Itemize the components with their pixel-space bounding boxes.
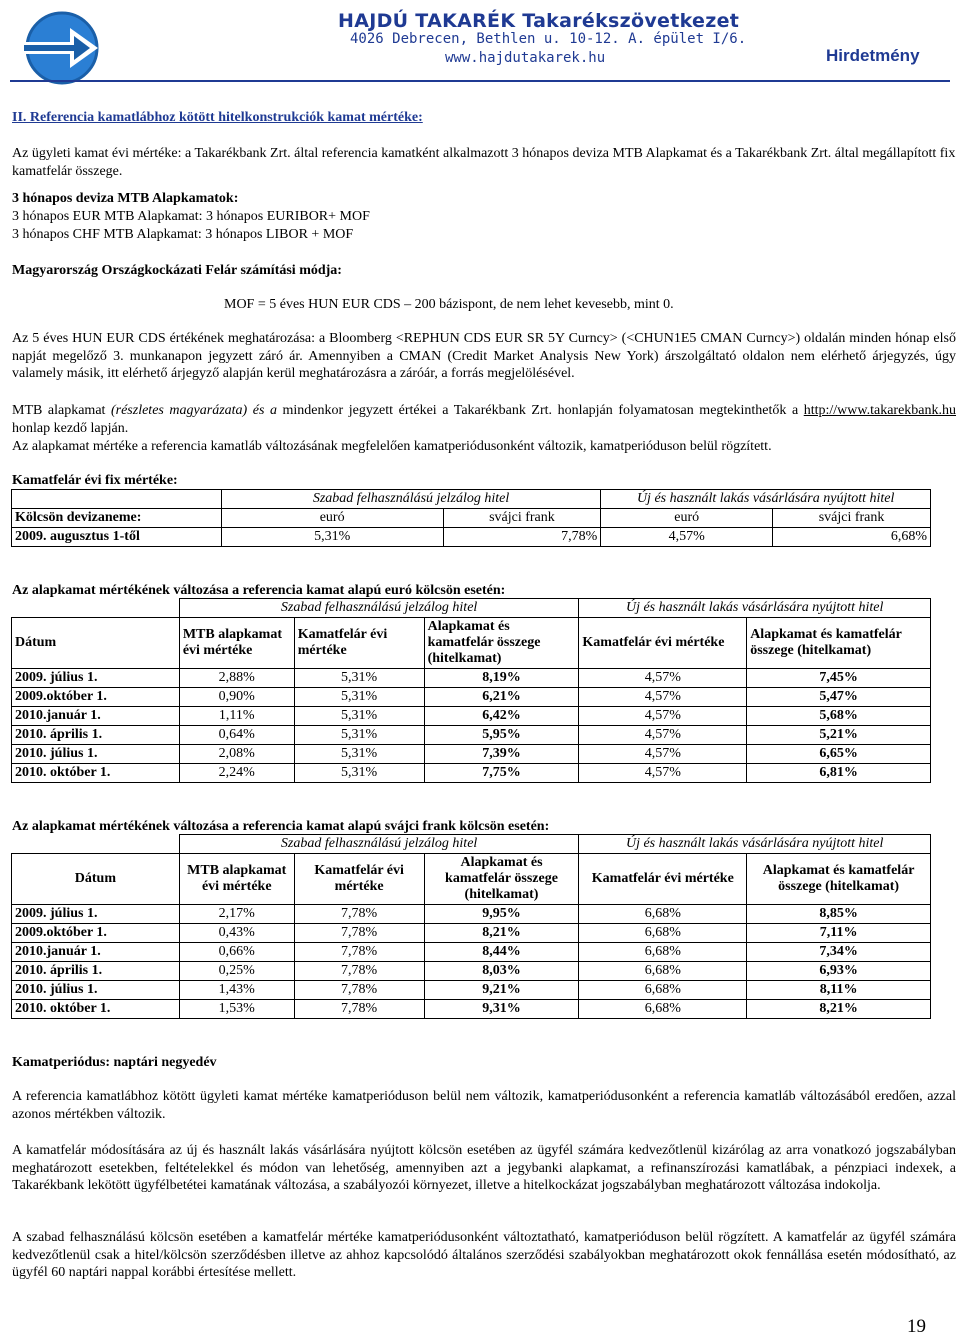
rate-cell: 5,31% — [294, 688, 424, 707]
date-cell: 2009.október 1. — [12, 924, 180, 943]
rate-cell: 5,31% — [294, 764, 424, 783]
table-row — [12, 669, 931, 688]
rate-cell: 0,66% — [179, 943, 294, 962]
date-cell: 2009.október 1. — [12, 688, 180, 707]
rate-cell: 0,64% — [179, 726, 294, 745]
rate-cell: 8,85% — [747, 905, 931, 924]
table-cell — [12, 835, 180, 854]
rate-cell: 5,31% — [294, 726, 424, 745]
group-header-housing: Új és használt lakás vásárlására nyújtott hitel — [579, 835, 931, 854]
page-header — [0, 0, 960, 90]
closing-paragraph-3: A szabad felhasználású kölcsön esetében a kamatfelár mértéke kamatperiódusonként változtatható, kamatperióduson belül rögzített. A kamatfelár az ügyfél számára kedvezőtlenül csak a hitel/kölcsön szerződésben illetve az ahhoz kapcsolódó általános szerződési szabályokban meghatározott okok fennállása esetén módosítható, az ügyfél 60 naptári nappal korábbi értesítése mellett. — [12, 1230, 956, 1280]
rate-cell: 8,44% — [424, 943, 579, 962]
rate-cell: 5,31% — [294, 669, 424, 688]
closing-paragraph-2: A kamatfelár módosítására az új és használt lakás vásárlására nyújtott kölcsön esetében az ügyfél számára kedvezőtlenül kizárólag az arra vonatkozó jogszabályban meghatározott esetekben, feltételekkel és módon van lehetőség, amennyiben azt a jegybanki alapkamat, a refinanszírozási kamatlábak, a pénzpiaci indexek, a Takarékbank lekötött ügyfélbetétei kamatának változása, a szabályozói környezet, illetve a hitelkockázat jogszabályban meghatározott változása indokolja. — [12, 1143, 956, 1193]
rate-cell: 5,47% — [747, 688, 931, 707]
mtb-chf-line: 3 hónapos CHF MTB Alapkamat: 3 hónapos LIBOR + MOF — [12, 227, 354, 242]
mtb-info-b: (részletes magyarázata) és a — [110, 403, 277, 418]
table-cell: svájci frank — [443, 509, 601, 528]
rate-cell: 7,78% — [294, 962, 424, 981]
rate-cell: 7,34% — [747, 943, 931, 962]
mtb-info-d: honlap kezdő lapján. — [12, 420, 129, 436]
table-cell: svájci frank — [773, 509, 931, 528]
rate-cell: 4,57% — [579, 707, 747, 726]
rate-cell: 0,25% — [179, 962, 294, 981]
rate-cell: 0,43% — [179, 924, 294, 943]
chf-rate-table — [11, 834, 931, 1019]
col-header-margin: Kamatfelár évi mértéke — [579, 854, 747, 905]
takarekbank-link[interactable]: http://www.takarekbank.hu — [803, 403, 957, 418]
table-row — [12, 854, 931, 905]
rate-cell: 9,21% — [424, 981, 579, 1000]
group-header-housing: Új és használt lakás vásárlására nyújtott hitel — [579, 599, 931, 618]
rate-cell: 5,21% — [747, 726, 931, 745]
table-row — [12, 981, 931, 1000]
rate-cell: 4,57% — [579, 669, 747, 688]
eur-table-heading: Az alapkamat mértékének változása a referencia kamat alapú euró kölcsön esetén: — [12, 583, 506, 598]
col-header-total: Alapkamat és kamatfelár összege (hitelkamat) — [424, 854, 579, 905]
rate-cell: 4,57% — [579, 764, 747, 783]
col-header-total: Alapkamat és kamatfelár összege (hitelkamat) — [747, 618, 931, 669]
rate-cell: 0,90% — [179, 688, 294, 707]
mtb-info-paragraph — [12, 402, 956, 437]
fix-margin-table — [11, 489, 931, 547]
eur-rate-table — [11, 598, 931, 783]
rate-cell: 6,68% — [579, 962, 747, 981]
rate-cell: 6,42% — [424, 707, 579, 726]
rate-cell: 8,21% — [747, 1000, 931, 1019]
period-heading: Kamatperiódus: naptári negyedév — [12, 1055, 217, 1070]
rate-cell: 6,81% — [747, 764, 931, 783]
rate-cell: 4,57% — [579, 726, 747, 745]
table-row — [12, 835, 931, 854]
group-header-free-use: Szabad felhasználású jelzálog hitel — [179, 835, 579, 854]
rate-cell: 5,31% — [294, 745, 424, 764]
rate-cell: 4,57% — [579, 745, 747, 764]
col-header-date: Dátum — [12, 618, 180, 669]
group-header-free-use: Szabad felhasználású jelzálog hitel — [179, 599, 579, 618]
col-header-margin: Kamatfelár évi mértéke — [294, 854, 424, 905]
table-cell: 5,31% — [221, 528, 443, 547]
rate-cell: 6,68% — [579, 924, 747, 943]
document-type-label: Hirdetmény — [826, 46, 920, 65]
col-header-mtb: MTB alapkamat évi mértéke — [179, 618, 294, 669]
table-cell — [12, 490, 222, 509]
eur-table-body — [12, 669, 931, 783]
rate-cell: 6,93% — [747, 962, 931, 981]
col-header-total: Alapkamat és kamatfelár összege (hitelkamat) — [424, 618, 579, 669]
table-row — [12, 528, 931, 547]
rate-cell: 6,68% — [579, 1000, 747, 1019]
rate-cell: 9,95% — [424, 905, 579, 924]
col-header-margin: Kamatfelár évi mértéke — [294, 618, 424, 669]
col-header-total: Alapkamat és kamatfelár összege (hitelkamat) — [747, 854, 931, 905]
mtb-heading: 3 hónapos deviza MTB Alapkamatok: — [12, 191, 239, 206]
group-header-free-use: Szabad felhasználású jelzálog hitel — [221, 490, 601, 509]
rate-cell: 6,65% — [747, 745, 931, 764]
rate-cell: 6,68% — [579, 943, 747, 962]
date-cell: 2010. április 1. — [12, 962, 180, 981]
date-cell: 2010.január 1. — [12, 943, 180, 962]
table-row — [12, 943, 931, 962]
currency-label: Kölcsön devizaneme: — [12, 509, 222, 528]
table-cell: 7,78% — [443, 528, 601, 547]
mtb-eur-line: 3 hónapos EUR MTB Alapkamat: 3 hónapos EURIBOR+ MOF — [12, 209, 370, 224]
rate-cell: 2,08% — [179, 745, 294, 764]
rate-cell: 2,17% — [179, 905, 294, 924]
closing-paragraph-1: A referencia kamatlábhoz kötött ügyleti kamat mértéke kamatperióduson belül nem változik, kamatperiódusonként a referencia kamatláb változásából eredően, azzal azonos mértékben változik. — [12, 1089, 956, 1122]
rate-cell: 8,11% — [747, 981, 931, 1000]
rate-cell: 7,11% — [747, 924, 931, 943]
date-cell: 2010. július 1. — [12, 745, 180, 764]
table-row — [12, 1000, 931, 1019]
rate-cell: 7,45% — [747, 669, 931, 688]
rate-cell: 6,68% — [579, 981, 747, 1000]
table-cell: 6,68% — [773, 528, 931, 547]
rate-cell: 7,78% — [294, 1000, 424, 1019]
rate-cell: 5,95% — [424, 726, 579, 745]
table-row — [12, 905, 931, 924]
mof-formula: MOF = 5 éves HUN EUR CDS – 200 bázispont, de nem lehet kevesebb, mint 0. — [224, 297, 674, 312]
table-row — [12, 618, 931, 669]
rate-cell: 2,88% — [179, 669, 294, 688]
section-title: II. Referencia kamatlábhoz kötött hitelkonstrukciók kamat mértéke: — [12, 110, 423, 125]
rate-cell: 2,24% — [179, 764, 294, 783]
chf-table-heading: Az alapkamat mértékének változása a referencia kamat alapú svájci frank kölcsön esetén: — [12, 819, 550, 834]
mtb-info-a: MTB alapkamat — [12, 403, 106, 418]
rate-cell: 7,75% — [424, 764, 579, 783]
table-row — [12, 924, 931, 943]
col-header-margin: Kamatfelár évi mértéke — [579, 618, 747, 669]
table-cell — [12, 599, 180, 618]
rate-cell: 1,43% — [179, 981, 294, 1000]
table-row — [12, 726, 931, 745]
fix-margin-heading: Kamatfelár évi fix mértéke: — [12, 473, 178, 488]
table-row — [12, 490, 931, 509]
bank-name: HAJDÚ TAKARÉK Takarékszövetkezet — [338, 10, 740, 32]
table-row — [12, 509, 931, 528]
date-cell: 2010. július 1. — [12, 981, 180, 1000]
col-header-date: Dátum — [12, 854, 180, 905]
table-cell: euró — [221, 509, 443, 528]
rate-change-paragraph: Az alapkamat mértéke a referencia kamatláb változásának megfelelően kamatperiódusonként változik, kamatperióduson belül rögzített. — [12, 439, 772, 454]
interest-definition: Az ügyleti kamat évi mértéke: a Takarékbank Zrt. által referencia kamatként alkalmazott 3 hónapos deviza MTB Alapkamat és a Takarékbank Zrt. által megállapított fix kamatfelár összege. — [12, 146, 956, 179]
rate-cell: 6,68% — [579, 905, 747, 924]
table-row — [12, 707, 931, 726]
rate-cell: 7,78% — [294, 924, 424, 943]
date-label: 2009. augusztus 1-től — [12, 528, 222, 547]
rate-cell: 4,57% — [579, 688, 747, 707]
rate-cell: 8,21% — [424, 924, 579, 943]
table-row — [12, 599, 931, 618]
date-cell: 2009. július 1. — [12, 905, 180, 924]
header-divider — [10, 80, 950, 82]
date-cell: 2010. október 1. — [12, 764, 180, 783]
arrow-globe-logo — [12, 8, 108, 88]
rate-cell: 1,11% — [179, 707, 294, 726]
table-row — [12, 962, 931, 981]
table-row — [12, 764, 931, 783]
date-cell: 2010. október 1. — [12, 1000, 180, 1019]
date-cell: 2009. július 1. — [12, 669, 180, 688]
bank-website: www.hajdutakarek.hu — [445, 50, 606, 66]
rate-cell: 8,03% — [424, 962, 579, 981]
chf-table-body — [12, 905, 931, 1019]
cds-paragraph: Az 5 éves HUN EUR CDS értékének meghatározása: a Bloomberg <REPHUN CDS EUR SR 5Y Curncy> (<CHUN1E5 CMAN Curncy>) oldalán minden hónap első napját megelőző 3. munkanapon jegyzett záró ár. Amennyiben a CMAN (Credit Market Analysis New York) árszolgáltató oldalon nem elérhető árjegyzés, úgy valamely másik, itt elérhető árjegyző alapján kerül meghatározásra a záróár, a forrás megjelölésével. — [12, 331, 956, 381]
table-row — [12, 745, 931, 764]
rate-cell: 5,31% — [294, 707, 424, 726]
table-cell: euró — [601, 509, 773, 528]
rate-cell: 7,78% — [294, 905, 424, 924]
bank-address: 4026 Debrecen, Bethlen u. 10-12. A. épület I/6. — [350, 31, 747, 47]
rate-cell: 6,21% — [424, 688, 579, 707]
col-header-mtb: MTB alapkamat évi mértéke — [179, 854, 294, 905]
country-risk-heading: Magyarország Országkockázati Felár számítási módja: — [12, 263, 342, 278]
rate-cell: 1,53% — [179, 1000, 294, 1019]
table-row — [12, 688, 931, 707]
rate-cell: 7,39% — [424, 745, 579, 764]
date-cell: 2010. április 1. — [12, 726, 180, 745]
mtb-info-c: mindenkor jegyzett értékei a Takarékbank Zrt. honlapján folyamatosan megtekinthetők a — [276, 403, 799, 418]
rate-cell: 7,78% — [294, 981, 424, 1000]
page-number: 19 — [907, 1316, 926, 1337]
rate-cell: 9,31% — [424, 1000, 579, 1019]
group-header-housing: Új és használt lakás vásárlására nyújtott hitel — [601, 490, 931, 509]
rate-cell: 7,78% — [294, 943, 424, 962]
date-cell: 2010.január 1. — [12, 707, 180, 726]
table-cell: 4,57% — [601, 528, 773, 547]
rate-cell: 8,19% — [424, 669, 579, 688]
rate-cell: 5,68% — [747, 707, 931, 726]
